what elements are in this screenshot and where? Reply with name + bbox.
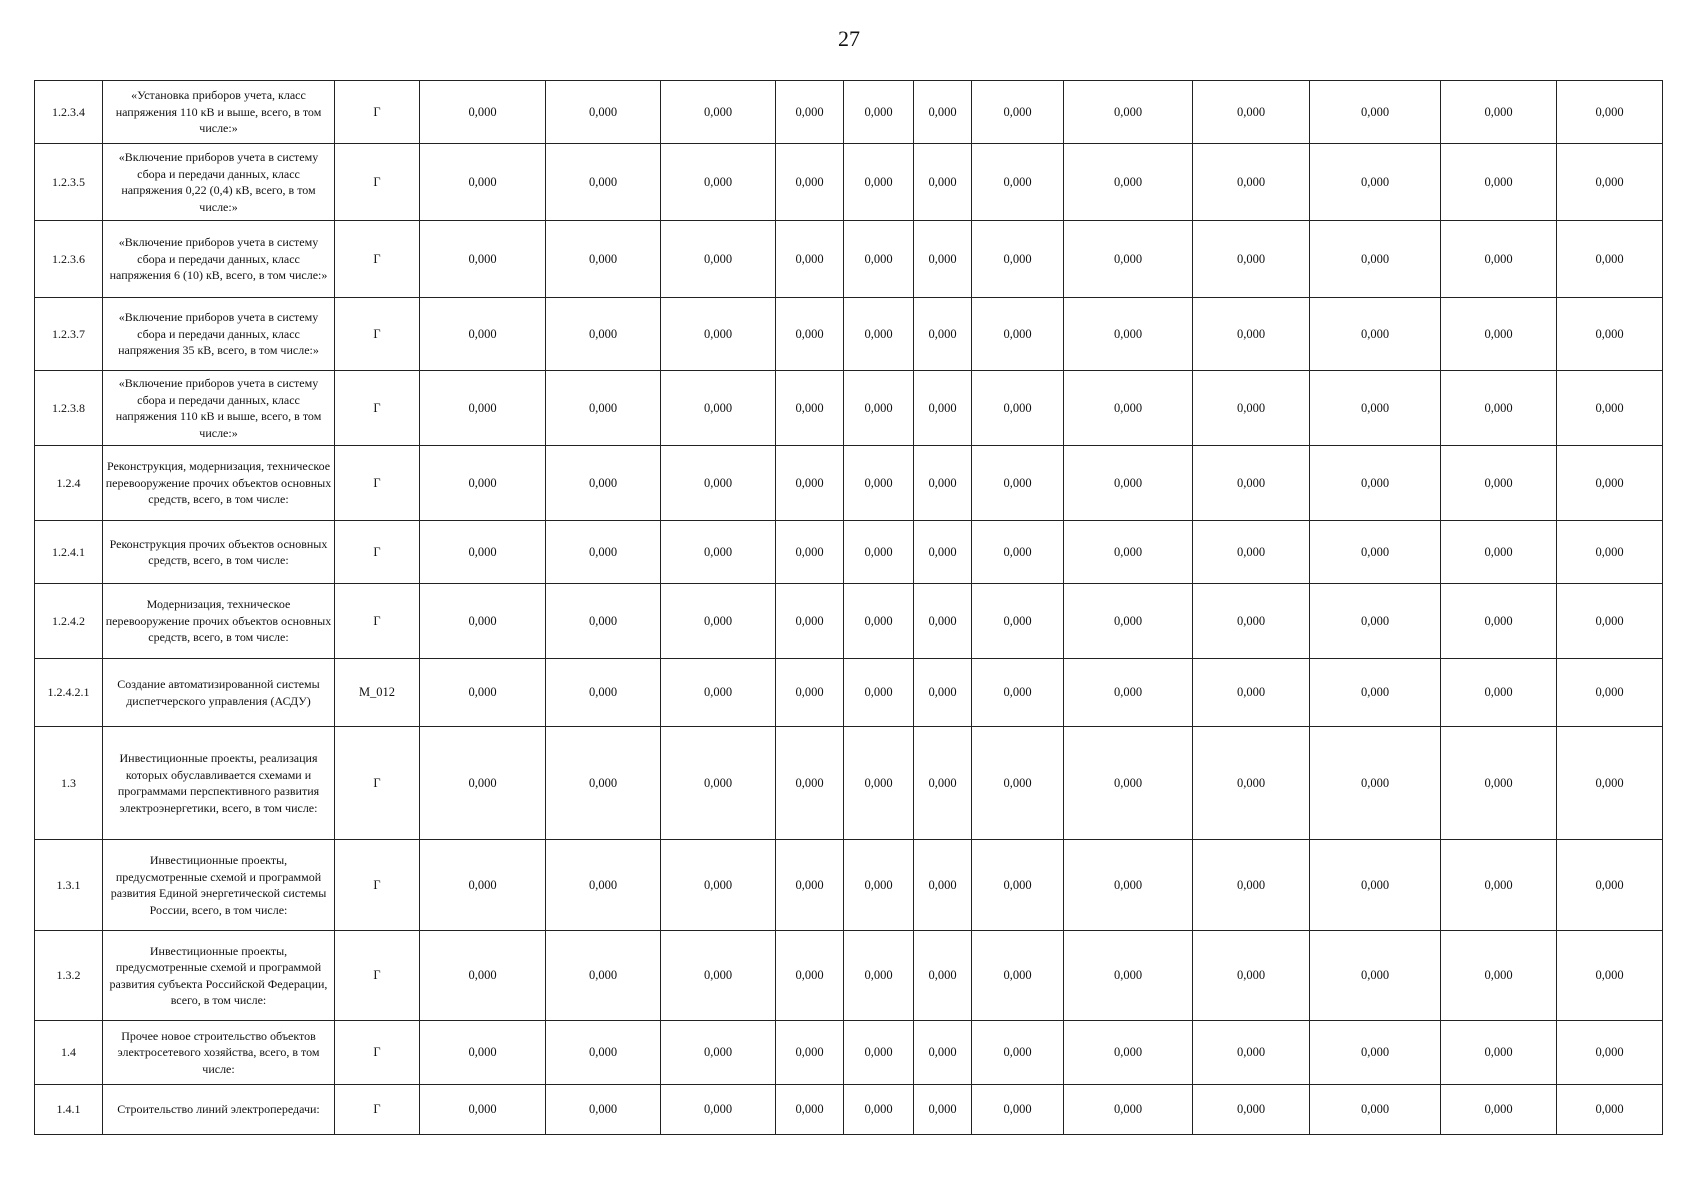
row-name-cell: Создание автоматизированной системы диспетчерского управления (АСДУ)	[103, 659, 335, 727]
row-name-cell: «Включение приборов учета в систему сбора и передачи данных, класс напряжения 6 (10) кВ, всего, в том числе:»	[103, 221, 335, 298]
value-cell: 0,000	[420, 371, 546, 446]
value-cell: 0,000	[661, 521, 776, 584]
value-cell: 0,000	[844, 446, 914, 521]
table-row	[35, 144, 1663, 221]
value-cell: 0,000	[914, 81, 972, 144]
value-cell: 0,000	[1193, 221, 1310, 298]
value-cell: 0,000	[420, 840, 546, 931]
row-id-cell: 1.3	[35, 727, 103, 840]
row-code-cell: Г	[335, 221, 420, 298]
value-cell: 0,000	[972, 659, 1064, 727]
value-cell: 0,000	[546, 1021, 661, 1085]
value-cell: 0,000	[914, 446, 972, 521]
table-body	[35, 81, 1663, 1135]
row-id-cell: 1.2.4	[35, 446, 103, 521]
value-cell: 0,000	[1064, 1021, 1193, 1085]
row-id-cell: 1.4.1	[35, 1085, 103, 1135]
row-code-cell: Г	[335, 144, 420, 221]
row-code-cell: Г	[335, 521, 420, 584]
value-cell: 0,000	[546, 1085, 661, 1135]
value-cell: 0,000	[1193, 521, 1310, 584]
row-name-cell: Реконструкция, модернизация, техническое перевооружение прочих объектов основных средств, всего, в том числе:	[103, 446, 335, 521]
value-cell: 0,000	[914, 584, 972, 659]
value-cell: 0,000	[1557, 446, 1663, 521]
value-cell: 0,000	[914, 144, 972, 221]
table-row	[35, 1085, 1663, 1135]
value-cell: 0,000	[420, 931, 546, 1021]
value-cell: 0,000	[546, 659, 661, 727]
value-cell: 0,000	[1441, 144, 1557, 221]
value-cell: 0,000	[972, 144, 1064, 221]
value-cell: 0,000	[776, 221, 844, 298]
row-code-cell: Г	[335, 840, 420, 931]
value-cell: 0,000	[1064, 1085, 1193, 1135]
value-cell: 0,000	[1064, 584, 1193, 659]
value-cell: 0,000	[1441, 298, 1557, 371]
value-cell: 0,000	[1557, 727, 1663, 840]
value-cell: 0,000	[972, 221, 1064, 298]
value-cell: 0,000	[1557, 1085, 1663, 1135]
table-row	[35, 371, 1663, 446]
value-cell: 0,000	[914, 521, 972, 584]
value-cell: 0,000	[844, 371, 914, 446]
value-cell: 0,000	[420, 221, 546, 298]
value-cell: 0,000	[844, 727, 914, 840]
value-cell: 0,000	[420, 81, 546, 144]
value-cell: 0,000	[661, 1021, 776, 1085]
value-cell: 0,000	[1193, 81, 1310, 144]
value-cell: 0,000	[1064, 221, 1193, 298]
table-row	[35, 931, 1663, 1021]
row-id-cell: 1.2.3.6	[35, 221, 103, 298]
value-cell: 0,000	[1193, 931, 1310, 1021]
row-name-cell: Прочее новое строительство объектов электросетевого хозяйства, всего, в том числе:	[103, 1021, 335, 1085]
row-name-cell: Инвестиционные проекты, предусмотренные схемой и программой развития Единой энергетической системы России, всего, в том числе:	[103, 840, 335, 931]
table-row	[35, 446, 1663, 521]
value-cell: 0,000	[1064, 840, 1193, 931]
row-code-cell: Г	[335, 1085, 420, 1135]
value-cell: 0,000	[1310, 521, 1441, 584]
value-cell: 0,000	[1310, 81, 1441, 144]
value-cell: 0,000	[546, 371, 661, 446]
value-cell: 0,000	[1441, 1021, 1557, 1085]
table-row	[35, 298, 1663, 371]
value-cell: 0,000	[914, 931, 972, 1021]
value-cell: 0,000	[1557, 298, 1663, 371]
value-cell: 0,000	[1557, 584, 1663, 659]
table-row	[35, 81, 1663, 144]
row-name-cell: Инвестиционные проекты, реализация которых обуславливается схемами и программами перспективного развития электроэнергетики, всего, в том числе:	[103, 727, 335, 840]
value-cell: 0,000	[1441, 931, 1557, 1021]
value-cell: 0,000	[546, 81, 661, 144]
value-cell: 0,000	[972, 931, 1064, 1021]
value-cell: 0,000	[661, 81, 776, 144]
table-row	[35, 584, 1663, 659]
value-cell: 0,000	[1557, 659, 1663, 727]
value-cell: 0,000	[1441, 840, 1557, 931]
value-cell: 0,000	[420, 446, 546, 521]
row-name-cell: «Включение приборов учета в систему сбора и передачи данных, класс напряжения 0,22 (0,4) кВ, всего, в том числе:»	[103, 144, 335, 221]
row-code-cell: Г	[335, 727, 420, 840]
value-cell: 0,000	[1441, 81, 1557, 144]
value-cell: 0,000	[661, 298, 776, 371]
row-code-cell: Г	[335, 446, 420, 521]
value-cell: 0,000	[1310, 584, 1441, 659]
value-cell: 0,000	[1310, 144, 1441, 221]
row-id-cell: 1.3.1	[35, 840, 103, 931]
value-cell: 0,000	[844, 81, 914, 144]
row-id-cell: 1.2.3.8	[35, 371, 103, 446]
row-code-cell: Г	[335, 371, 420, 446]
value-cell: 0,000	[546, 727, 661, 840]
value-cell: 0,000	[844, 144, 914, 221]
value-cell: 0,000	[1557, 221, 1663, 298]
value-cell: 0,000	[1310, 931, 1441, 1021]
value-cell: 0,000	[1557, 840, 1663, 931]
row-name-cell: «Установка приборов учета, класс напряжения 110 кВ и выше, всего, в том числе:»	[103, 81, 335, 144]
value-cell: 0,000	[1193, 144, 1310, 221]
value-cell: 0,000	[776, 144, 844, 221]
value-cell: 0,000	[972, 371, 1064, 446]
row-name-cell: «Включение приборов учета в систему сбора и передачи данных, класс напряжения 35 кВ, всего, в том числе:»	[103, 298, 335, 371]
value-cell: 0,000	[776, 584, 844, 659]
value-cell: 0,000	[776, 298, 844, 371]
value-cell: 0,000	[420, 584, 546, 659]
value-cell: 0,000	[1557, 521, 1663, 584]
investment-table	[34, 80, 1663, 1135]
value-cell: 0,000	[1441, 727, 1557, 840]
value-cell: 0,000	[546, 446, 661, 521]
value-cell: 0,000	[776, 521, 844, 584]
value-cell: 0,000	[546, 521, 661, 584]
value-cell: 0,000	[1310, 1085, 1441, 1135]
value-cell: 0,000	[844, 931, 914, 1021]
value-cell: 0,000	[776, 659, 844, 727]
value-cell: 0,000	[1557, 144, 1663, 221]
value-cell: 0,000	[972, 584, 1064, 659]
table-row	[35, 727, 1663, 840]
value-cell: 0,000	[546, 144, 661, 221]
value-cell: 0,000	[972, 521, 1064, 584]
value-cell: 0,000	[1310, 727, 1441, 840]
value-cell: 0,000	[661, 840, 776, 931]
row-id-cell: 1.2.4.2.1	[35, 659, 103, 727]
value-cell: 0,000	[420, 727, 546, 840]
row-code-cell: Г	[335, 298, 420, 371]
page-number: 27	[838, 26, 860, 51]
value-cell: 0,000	[914, 1085, 972, 1135]
value-cell: 0,000	[1310, 298, 1441, 371]
row-code-cell: Г	[335, 584, 420, 659]
value-cell: 0,000	[661, 584, 776, 659]
value-cell: 0,000	[546, 584, 661, 659]
row-id-cell: 1.2.4.2	[35, 584, 103, 659]
value-cell: 0,000	[972, 840, 1064, 931]
value-cell: 0,000	[914, 298, 972, 371]
value-cell: 0,000	[844, 221, 914, 298]
value-cell: 0,000	[1557, 81, 1663, 144]
value-cell: 0,000	[1441, 221, 1557, 298]
value-cell: 0,000	[1441, 446, 1557, 521]
row-code-cell: Г	[335, 81, 420, 144]
row-name-cell: Реконструкция прочих объектов основных средств, всего, в том числе:	[103, 521, 335, 584]
value-cell: 0,000	[844, 298, 914, 371]
value-cell: 0,000	[1064, 81, 1193, 144]
value-cell: 0,000	[972, 298, 1064, 371]
value-cell: 0,000	[1064, 521, 1193, 584]
value-cell: 0,000	[914, 221, 972, 298]
value-cell: 0,000	[776, 1085, 844, 1135]
value-cell: 0,000	[1441, 1085, 1557, 1135]
value-cell: 0,000	[1193, 1021, 1310, 1085]
table-row	[35, 659, 1663, 727]
value-cell: 0,000	[1193, 840, 1310, 931]
row-code-cell: Г	[335, 1021, 420, 1085]
value-cell: 0,000	[1064, 446, 1193, 521]
value-cell: 0,000	[1557, 931, 1663, 1021]
value-cell: 0,000	[776, 1021, 844, 1085]
value-cell: 0,000	[844, 1085, 914, 1135]
value-cell: 0,000	[1310, 221, 1441, 298]
table-row	[35, 1021, 1663, 1085]
value-cell: 0,000	[844, 584, 914, 659]
row-name-cell: Модернизация, техническое перевооружение прочих объектов основных средств, всего, в том числе:	[103, 584, 335, 659]
value-cell: 0,000	[914, 371, 972, 446]
row-id-cell: 1.2.3.4	[35, 81, 103, 144]
value-cell: 0,000	[1193, 584, 1310, 659]
value-cell: 0,000	[546, 931, 661, 1021]
row-name-cell: Инвестиционные проекты, предусмотренные схемой и программой развития субъекта Российской Федерации, всего, в том числе:	[103, 931, 335, 1021]
value-cell: 0,000	[844, 521, 914, 584]
value-cell: 0,000	[546, 840, 661, 931]
value-cell: 0,000	[1441, 584, 1557, 659]
value-cell: 0,000	[776, 446, 844, 521]
row-id-cell: 1.2.3.5	[35, 144, 103, 221]
row-id-cell: 1.4	[35, 1021, 103, 1085]
value-cell: 0,000	[1193, 446, 1310, 521]
row-name-cell: Строительство линий электропередачи:	[103, 1085, 335, 1135]
value-cell: 0,000	[844, 840, 914, 931]
value-cell: 0,000	[661, 659, 776, 727]
value-cell: 0,000	[1193, 727, 1310, 840]
value-cell: 0,000	[1064, 371, 1193, 446]
value-cell: 0,000	[776, 371, 844, 446]
value-cell: 0,000	[1193, 659, 1310, 727]
value-cell: 0,000	[1064, 727, 1193, 840]
value-cell: 0,000	[1441, 521, 1557, 584]
value-cell: 0,000	[1064, 144, 1193, 221]
value-cell: 0,000	[661, 727, 776, 840]
row-name-cell: «Включение приборов учета в систему сбора и передачи данных, класс напряжения 110 кВ и выше, всего, в том числе:»	[103, 371, 335, 446]
value-cell: 0,000	[661, 144, 776, 221]
value-cell: 0,000	[914, 727, 972, 840]
value-cell: 0,000	[661, 221, 776, 298]
value-cell: 0,000	[661, 931, 776, 1021]
value-cell: 0,000	[914, 840, 972, 931]
value-cell: 0,000	[972, 727, 1064, 840]
value-cell: 0,000	[1310, 1021, 1441, 1085]
value-cell: 0,000	[844, 1021, 914, 1085]
value-cell: 0,000	[972, 1021, 1064, 1085]
value-cell: 0,000	[1193, 371, 1310, 446]
value-cell: 0,000	[1310, 371, 1441, 446]
value-cell: 0,000	[661, 371, 776, 446]
value-cell: 0,000	[1064, 298, 1193, 371]
row-code-cell: Г	[335, 931, 420, 1021]
value-cell: 0,000	[972, 446, 1064, 521]
value-cell: 0,000	[1310, 446, 1441, 521]
table-row	[35, 221, 1663, 298]
value-cell: 0,000	[776, 727, 844, 840]
value-cell: 0,000	[546, 221, 661, 298]
value-cell: 0,000	[1193, 298, 1310, 371]
value-cell: 0,000	[546, 298, 661, 371]
row-id-cell: 1.3.2	[35, 931, 103, 1021]
value-cell: 0,000	[844, 659, 914, 727]
value-cell: 0,000	[914, 1021, 972, 1085]
row-code-cell: M_012	[335, 659, 420, 727]
value-cell: 0,000	[1441, 371, 1557, 446]
table-row	[35, 840, 1663, 931]
value-cell: 0,000	[776, 81, 844, 144]
value-cell: 0,000	[914, 659, 972, 727]
value-cell: 0,000	[420, 659, 546, 727]
value-cell: 0,000	[420, 1085, 546, 1135]
value-cell: 0,000	[420, 521, 546, 584]
value-cell: 0,000	[776, 840, 844, 931]
value-cell: 0,000	[420, 298, 546, 371]
value-cell: 0,000	[776, 931, 844, 1021]
value-cell: 0,000	[661, 446, 776, 521]
value-cell: 0,000	[420, 144, 546, 221]
table-row	[35, 521, 1663, 584]
value-cell: 0,000	[1441, 659, 1557, 727]
value-cell: 0,000	[1064, 659, 1193, 727]
value-cell: 0,000	[1193, 1085, 1310, 1135]
value-cell: 0,000	[1310, 840, 1441, 931]
value-cell: 0,000	[972, 81, 1064, 144]
row-id-cell: 1.2.4.1	[35, 521, 103, 584]
value-cell: 0,000	[1310, 659, 1441, 727]
value-cell: 0,000	[1557, 1021, 1663, 1085]
value-cell: 0,000	[420, 1021, 546, 1085]
value-cell: 0,000	[1557, 371, 1663, 446]
value-cell: 0,000	[661, 1085, 776, 1135]
value-cell: 0,000	[972, 1085, 1064, 1135]
row-id-cell: 1.2.3.7	[35, 298, 103, 371]
value-cell: 0,000	[1064, 931, 1193, 1021]
